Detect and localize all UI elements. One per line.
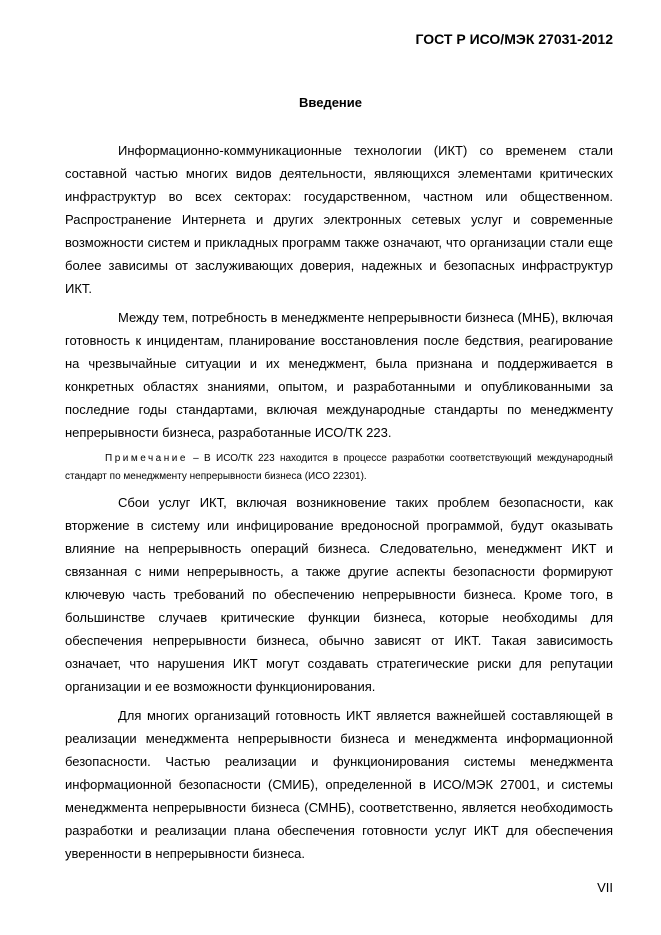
document-body [65,139,613,871]
document-header-code: ГОСТ Р ИСО/МЭК 27031-2012 [415,31,613,47]
paragraph-4: Для многих организаций готовность ИКТ является важнейшей составляющей в реализации менеджмента непрерывности бизнеса и менеджмента информационной безопасности. Частью реализации и функционирования системы менеджмента информационной безопасности (СМИБ), определенной в ИСО/МЭК 27001, и системы менеджмента непрерывности бизнеса (СМНБ), соответственно, является необходимость разработки и реализации плана обеспечения готовности услуг ИКТ для обеспечения уверенности в непрерывности бизнеса. [65,708,613,861]
paragraph-1: Информационно-коммуникационные технологии (ИКТ) со временем стали составной частью многих видов деятельности, являющихся элементами критических инфраструктур во всех секторах: государственном, частном или общественном. Распространение Интернета и других электронных сетевых услуг и современные возможности систем и прикладных программ также означают, что организации стали еще более зависимы от заслуживающих доверия, надежных и безопасных инфраструктур ИКТ. [65,143,613,296]
note-block [65,450,613,485]
section-title: Введение [299,95,362,110]
paragraph-3: Сбои услуг ИКТ, включая возникновение таких проблем безопасности, как вторжение в систему или инфицирование вредоносной программой, будут оказывать влияние на непрерывность операций бизнеса. Следовательно, менеджмент ИКТ и связанная с ними непрерывность, а также другие аспекты безопасности формируют ключевую часть требований по обеспечению непрерывности бизнеса. Кроме того, в большинстве случаев критические функции бизнеса, которые необходимы для обеспечения непрерывности бизнеса, обычно зависят от ИКТ. Такая зависимость означает, что нарушения ИКТ могут создавать стратегические риски для репутации организации и ее возможности функционирования. [65,495,613,694]
note-label: Примечание [105,453,188,464]
paragraph-2: Между тем, потребность в менеджменте непрерывности бизнеса (МНБ), включая готовность к инцидентам, планирование восстановления после бедствия, реагирование на чрезвычайные ситуации и их менеджмент, была признана и поддерживается в конкретных областях знаниями, опытом, и разработанными и опубликованными за последние годы стандартами, включая международные стандарты по менеджменту непрерывности бизнеса, разработанные ИСО/ТК 223. [65,310,613,440]
page-number: VII [597,880,613,895]
note-text: – В ИСО/ТК 223 находится в процессе разработки соответствующий международный стандарт по менеджменту непрерывности бизнеса (ИСО 22301). [65,453,613,482]
